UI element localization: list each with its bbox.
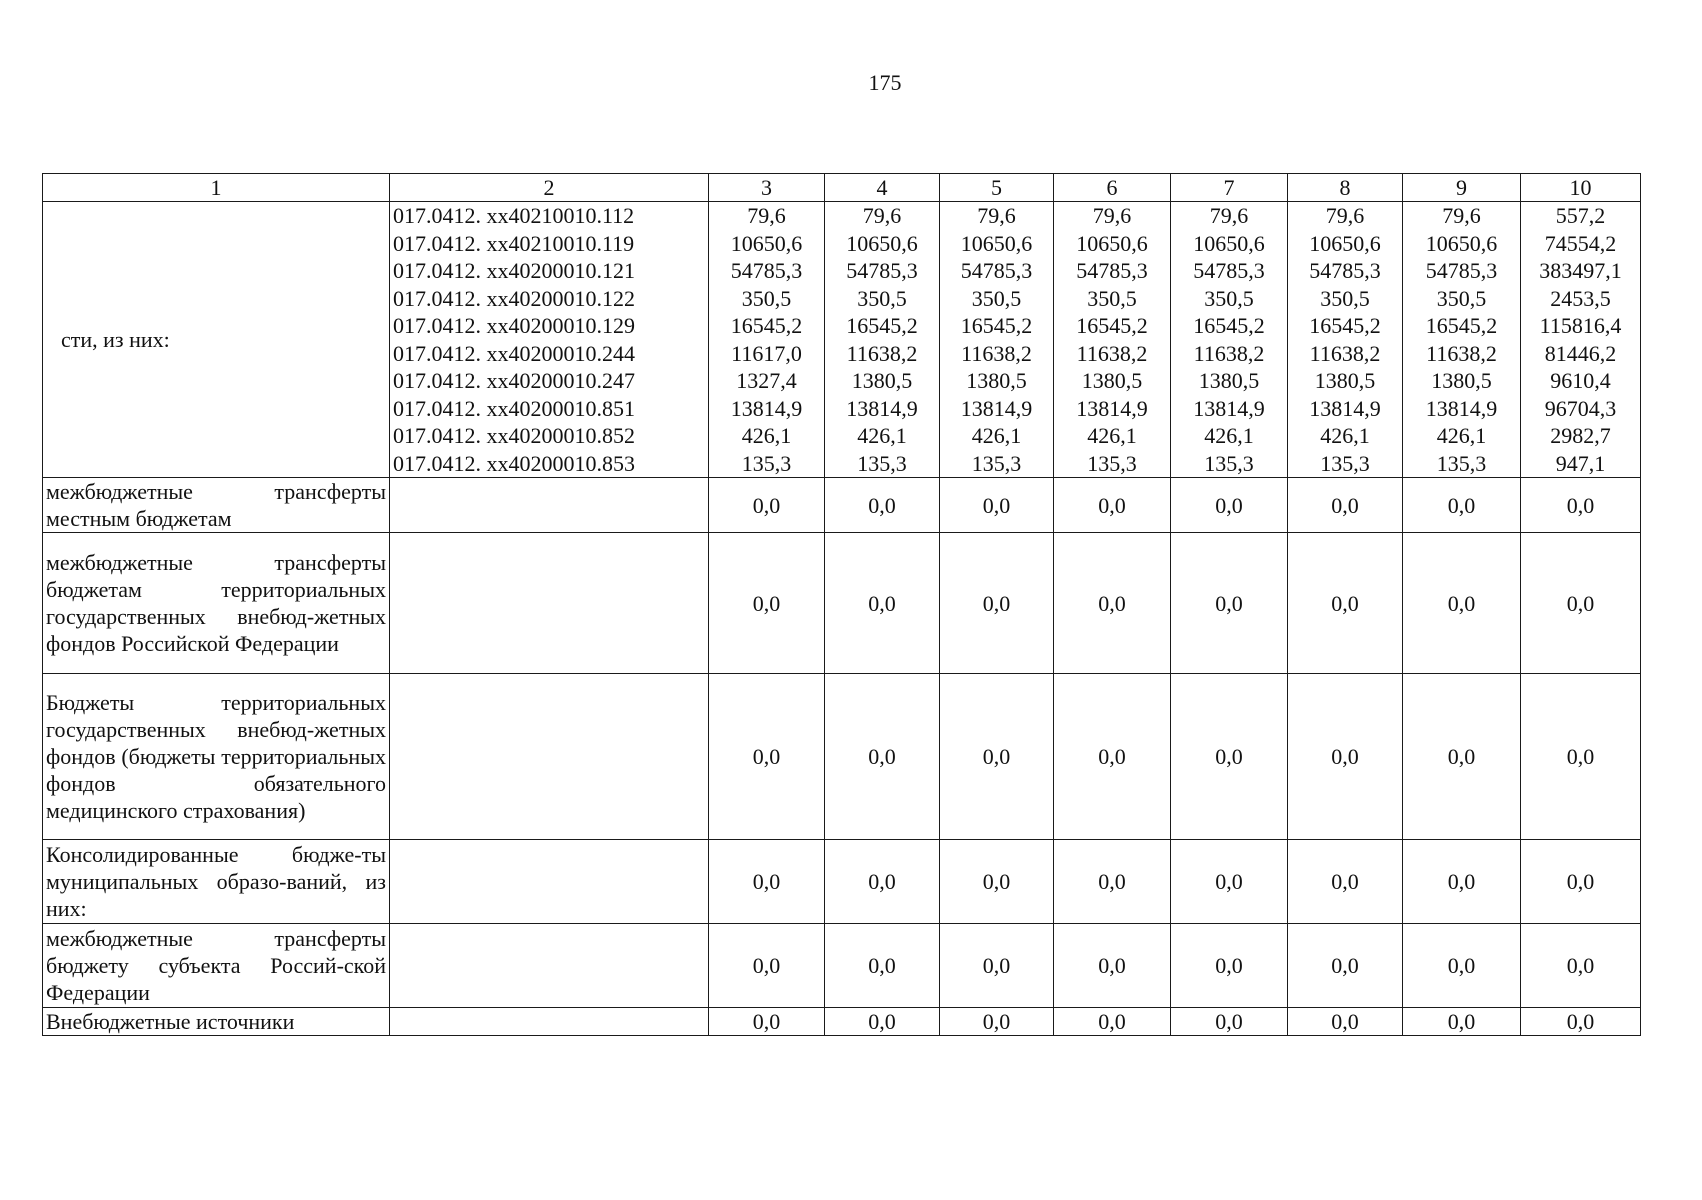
- cell-value: 135,3: [857, 450, 907, 476]
- budget-code: 017.0412. хх40200010.247: [393, 368, 635, 393]
- cell-value: 0,0: [1403, 674, 1521, 840]
- cell-value: 54785,3: [1425, 258, 1498, 283]
- column-header: 9: [1403, 174, 1521, 202]
- cell-value: 0,0: [940, 533, 1054, 674]
- row-label: Бюджеты территориальных государственных внебюд-жетных фондов (бюджеты территориальных фондов обязательного медицинского страхования): [43, 674, 390, 840]
- budget-code: 017.0412. хх40200010.852: [393, 423, 635, 448]
- budget-code: 017.0412. хх40200010.129: [393, 313, 635, 338]
- cell-value: 74554,2: [1544, 230, 1617, 256]
- cell-value: 0,0: [825, 840, 940, 924]
- budget-code: 017.0412. хх40210010.112: [393, 203, 635, 228]
- row-label: Внебюджетные источники: [43, 1008, 390, 1036]
- cell-value: 0,0: [1521, 924, 1641, 1008]
- cell-value: 0,0: [1288, 924, 1403, 1008]
- cell-value: 0,0: [940, 674, 1054, 840]
- cell-value: 0,0: [1054, 924, 1171, 1008]
- column-header: 3: [709, 174, 825, 202]
- cell-value: 135,3: [971, 450, 1022, 476]
- empty-code-cell: [390, 674, 709, 840]
- cell-value: 0,0: [1171, 840, 1288, 924]
- cell-value: 10650,6: [1309, 230, 1381, 256]
- column-header: 8: [1288, 174, 1403, 202]
- empty-code-cell: [390, 840, 709, 924]
- cell-value: 350,5: [1204, 285, 1254, 311]
- cell-value: 79,6: [862, 203, 902, 228]
- value-list: [709, 202, 825, 478]
- cell-value: 0,0: [1403, 924, 1521, 1008]
- empty-code-cell: [390, 1008, 709, 1036]
- cell-value: 54785,3: [846, 258, 918, 283]
- cell-value: 79,6: [1209, 203, 1249, 228]
- budget-code: 017.0412. хх40200010.244: [393, 340, 635, 366]
- budget-code: 017.0412. хх40200010.122: [393, 285, 635, 311]
- table-row: [43, 840, 1641, 924]
- cell-value: 54785,3: [1193, 258, 1265, 283]
- column-header: 2: [390, 174, 709, 202]
- cell-value: 0,0: [1521, 674, 1641, 840]
- table-row: [43, 533, 1641, 674]
- cell-value: 0,0: [940, 478, 1054, 533]
- value-list: [825, 202, 940, 478]
- cell-value: 350,5: [741, 285, 792, 311]
- cell-value: 0,0: [709, 674, 825, 840]
- column-header: 7: [1171, 174, 1288, 202]
- cell-value: 426,1: [1204, 423, 1254, 448]
- column-number-row: [43, 174, 1641, 202]
- cell-value: 426,1: [857, 423, 907, 448]
- cell-value: 0,0: [1054, 674, 1171, 840]
- cell-value: 1380,5: [1081, 368, 1143, 393]
- cell-value: 54785,3: [960, 258, 1033, 283]
- budget-code-list: [390, 202, 709, 478]
- column-header: 1: [43, 174, 390, 202]
- cell-value: 0,0: [1403, 1008, 1521, 1036]
- cell-value: 54785,3: [730, 258, 803, 283]
- cell-value: 135,3: [741, 450, 792, 476]
- column-header: 4: [825, 174, 940, 202]
- table-row: [43, 478, 1641, 533]
- cell-value: 426,1: [741, 423, 792, 448]
- value-list: [1403, 202, 1521, 478]
- cell-value: 10650,6: [730, 230, 803, 256]
- cell-value: 0,0: [1171, 674, 1288, 840]
- cell-value: 0,0: [709, 840, 825, 924]
- cell-value: 11638,2: [1426, 340, 1497, 366]
- budget-code: 017.0412. хх40200010.121: [393, 258, 635, 283]
- table-row: [43, 1008, 1641, 1036]
- column-header: 6: [1054, 174, 1171, 202]
- cell-value: 350,5: [857, 285, 907, 311]
- cell-value: 0,0: [1403, 478, 1521, 533]
- cell-value: 1380,5: [966, 368, 1027, 393]
- cell-value: 10650,6: [1076, 230, 1148, 256]
- cell-value: 0,0: [1171, 478, 1288, 533]
- cell-value: 135,3: [1087, 450, 1137, 476]
- cell-value: 0,0: [1288, 1008, 1403, 1036]
- value-list: [1288, 202, 1403, 478]
- cell-value: 11617,0: [731, 340, 802, 366]
- cell-value: 79,6: [1442, 203, 1481, 228]
- cell-value: 16545,2: [1193, 313, 1265, 338]
- cell-value: 11638,2: [1309, 340, 1381, 366]
- cell-value: 1380,5: [851, 368, 913, 393]
- cell-value: 0,0: [940, 1008, 1054, 1036]
- cell-value: 81446,2: [1544, 340, 1617, 366]
- cell-value: 11638,2: [1193, 340, 1265, 366]
- cell-value: 1380,5: [1198, 368, 1260, 393]
- cell-value: 426,1: [971, 423, 1022, 448]
- cell-value: 0,0: [1403, 533, 1521, 674]
- cell-value: 13814,9: [1193, 395, 1265, 421]
- cell-value: 16545,2: [1309, 313, 1381, 338]
- cell-value: 0,0: [1054, 1008, 1171, 1036]
- cell-value: 350,5: [1436, 285, 1487, 311]
- cell-value: 115816,4: [1539, 313, 1622, 338]
- row-label: межбюджетные трансферты бюджетам территориальных государственных внебюд-жетных фондов Российской Федерации: [43, 533, 390, 674]
- table-row: [43, 924, 1641, 1008]
- cell-value: 0,0: [1054, 478, 1171, 533]
- budget-code: 017.0412. хх40210010.119: [393, 230, 635, 256]
- cell-value: 0,0: [709, 533, 825, 674]
- cell-value: 11638,2: [846, 340, 918, 366]
- cell-value: 557,2: [1555, 203, 1606, 228]
- cell-value: 0,0: [825, 1008, 940, 1036]
- cell-value: 13814,9: [1309, 395, 1381, 421]
- cell-value: 16545,2: [1076, 313, 1148, 338]
- cell-value: 0,0: [709, 924, 825, 1008]
- cell-value: 79,6: [1325, 203, 1365, 228]
- cell-value: 10650,6: [1425, 230, 1498, 256]
- cell-value: 1380,5: [1314, 368, 1376, 393]
- table-row: [43, 674, 1641, 840]
- cell-value: 0,0: [1521, 840, 1641, 924]
- cell-value: 135,3: [1436, 450, 1487, 476]
- cell-value: 350,5: [1320, 285, 1370, 311]
- cell-value: 0,0: [825, 674, 940, 840]
- cell-value: 10650,6: [846, 230, 918, 256]
- cell-value: 11638,2: [961, 340, 1032, 366]
- cell-value: 426,1: [1320, 423, 1370, 448]
- budget-code: 017.0412. хх40200010.851: [393, 395, 635, 421]
- cell-value: 54785,3: [1076, 258, 1148, 283]
- cell-value: 96704,3: [1544, 395, 1617, 421]
- cell-value: 13814,9: [1425, 395, 1498, 421]
- budget-table: [42, 173, 1641, 1036]
- cell-value: 54785,3: [1309, 258, 1381, 283]
- value-list: [940, 202, 1054, 478]
- cell-value: 0,0: [709, 1008, 825, 1036]
- cell-value: 79,6: [1092, 203, 1132, 228]
- cell-value: 11638,2: [1076, 340, 1148, 366]
- row-label: Консолидированные бюдже-ты муниципальных образо-ваний, из них:: [43, 840, 390, 924]
- page-number: 175: [868, 70, 902, 95]
- cell-value: 0,0: [825, 478, 940, 533]
- cell-value: 0,0: [1054, 840, 1171, 924]
- cell-value: 947,1: [1555, 450, 1606, 476]
- cell-value: 0,0: [1521, 533, 1641, 674]
- empty-code-cell: [390, 478, 709, 533]
- cell-value: 0,0: [1521, 1008, 1641, 1036]
- cell-value: 0,0: [825, 924, 940, 1008]
- cell-value: 350,5: [1087, 285, 1137, 311]
- cell-value: 383497,1: [1539, 258, 1622, 283]
- budget-code: 017.0412. хх40200010.853: [393, 450, 635, 476]
- cell-value: 79,6: [977, 203, 1016, 228]
- empty-code-cell: [390, 924, 709, 1008]
- cell-value: 0,0: [1054, 533, 1171, 674]
- cell-value: 0,0: [940, 840, 1054, 924]
- cell-value: 0,0: [940, 924, 1054, 1008]
- cell-value: 0,0: [709, 478, 825, 533]
- cell-value: 0,0: [1171, 1008, 1288, 1036]
- cell-value: 1380,5: [1431, 368, 1492, 393]
- cell-value: 16545,2: [730, 313, 803, 338]
- cell-value: 13814,9: [730, 395, 803, 421]
- row-label: межбюджетные трансферты местным бюджетам: [43, 478, 390, 533]
- cell-value: 2453,5: [1550, 285, 1611, 311]
- cell-value: 79,6: [747, 203, 786, 228]
- cell-value: 0,0: [1171, 924, 1288, 1008]
- cell-value: 16545,2: [960, 313, 1033, 338]
- row-label: межбюджетные трансферты бюджету субъекта Россий-ской Федерации: [43, 924, 390, 1008]
- table-row: [43, 202, 1641, 478]
- cell-value: 0,0: [1288, 674, 1403, 840]
- cell-value: 1327,4: [736, 368, 797, 393]
- cell-value: 426,1: [1087, 423, 1137, 448]
- cell-value: 13814,9: [1076, 395, 1148, 421]
- cell-value: 10650,6: [1193, 230, 1265, 256]
- column-header: 5: [940, 174, 1054, 202]
- empty-code-cell: [390, 533, 709, 674]
- value-list: [1171, 202, 1288, 478]
- cell-value: 13814,9: [960, 395, 1033, 421]
- row-label: сти, из них:: [43, 202, 390, 478]
- cell-value: 16545,2: [846, 313, 918, 338]
- cell-value: 0,0: [1403, 840, 1521, 924]
- cell-value: 350,5: [971, 285, 1022, 311]
- cell-value: 0,0: [1288, 840, 1403, 924]
- cell-value: 135,3: [1204, 450, 1254, 476]
- column-header: 10: [1521, 174, 1641, 202]
- cell-value: 0,0: [1521, 478, 1641, 533]
- cell-value: 10650,6: [960, 230, 1033, 256]
- cell-value: 426,1: [1436, 423, 1487, 448]
- value-list: [1054, 202, 1171, 478]
- cell-value: 9610,4: [1550, 368, 1611, 393]
- cell-value: 135,3: [1320, 450, 1370, 476]
- cell-value: 0,0: [1288, 478, 1403, 533]
- cell-value: 16545,2: [1425, 313, 1498, 338]
- value-list: [1521, 202, 1641, 478]
- cell-value: 0,0: [1288, 533, 1403, 674]
- cell-value: 13814,9: [846, 395, 918, 421]
- cell-value: 2982,7: [1550, 423, 1611, 448]
- cell-value: 0,0: [825, 533, 940, 674]
- cell-value: 0,0: [1171, 533, 1288, 674]
